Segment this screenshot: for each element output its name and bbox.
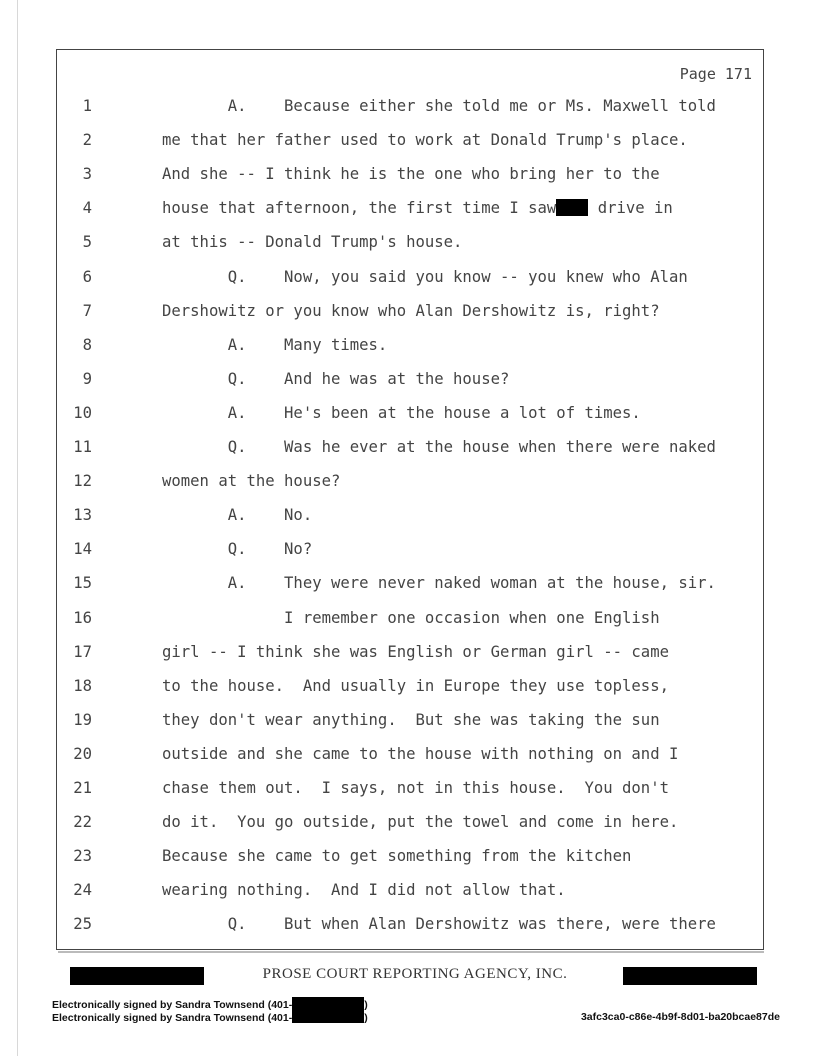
esignature-line-2 [52, 1010, 368, 1024]
esignature-text: Electronically signed by Sandra Townsend (401- [52, 1012, 293, 1024]
line-number: 22 [73, 813, 92, 832]
line-text: A. He's been at the house a lot of times. [162, 403, 641, 422]
line-text: A. Many times. [162, 335, 388, 354]
line-text: do it. You go outside, put the towel and come in here. [162, 813, 679, 832]
line-number: 9 [82, 369, 92, 388]
line-text: A. They were never naked woman at the house, sir. [162, 574, 716, 593]
line-number: 2 [82, 131, 92, 150]
line-text: Dershowitz or you know who Alan Dershowitz is, right? [162, 301, 660, 320]
transcript-line [0, 165, 816, 195]
line-text: Q. And he was at the house? [162, 369, 510, 388]
redaction-block [556, 199, 588, 216]
line-number: 13 [73, 506, 92, 525]
line-text-before-redaction: house that afternoon, the first time I saw [162, 199, 557, 218]
redaction-bar-left [70, 967, 204, 985]
redaction-block [292, 997, 364, 1010]
transcript-line [0, 97, 816, 127]
transcript-line [0, 472, 816, 502]
line-number: 19 [73, 710, 92, 729]
transcript-line [0, 302, 816, 332]
line-text: A. No. [162, 506, 313, 525]
line-number: 14 [73, 540, 92, 559]
line-text: women at the house? [162, 472, 341, 491]
line-text: girl -- I think she was English or German girl -- came [162, 642, 669, 661]
redaction-block [292, 1010, 364, 1023]
line-number: 20 [73, 744, 92, 763]
line-text: A. Because either she told me or Ms. Maxwell told [162, 97, 716, 115]
line-number: 4 [82, 199, 92, 218]
line-number: 25 [73, 915, 92, 934]
transcript-line [0, 881, 816, 911]
transcript-line [0, 915, 816, 945]
line-text: they don't wear anything. But she was taking the sun [162, 710, 660, 729]
document-id: 3afc3ca0-c86e-4b9f-8d01-ba20bcae87de [580, 1011, 780, 1023]
line-number: 17 [73, 642, 92, 661]
line-number: 1 [82, 97, 92, 115]
transcript-line [0, 233, 816, 263]
transcript-line [0, 540, 816, 570]
line-text: Because she came to get something from the kitchen [162, 847, 632, 866]
line-text: outside and she came to the house with nothing on and I [162, 744, 679, 763]
transcript-line [0, 438, 816, 468]
line-number: 23 [73, 847, 92, 866]
esignature-text-end: ) [364, 999, 368, 1011]
transcript-line [0, 813, 816, 843]
transcript-line [0, 847, 816, 877]
transcript-line [0, 711, 816, 741]
transcript-line [0, 268, 816, 298]
transcript-line [0, 574, 816, 604]
line-number: 18 [73, 676, 92, 695]
line-text [162, 199, 673, 217]
transcript-line [0, 779, 816, 809]
line-text: me that her father used to work at Donald Trump's place. [162, 131, 688, 150]
transcript-line [0, 609, 816, 639]
line-number: 5 [82, 233, 92, 252]
transcript-line [0, 745, 816, 775]
transcript-line [0, 336, 816, 366]
frame-shadow [58, 951, 764, 953]
line-number: 10 [73, 403, 92, 422]
line-text: chase them out. I says, not in this house. You don't [162, 779, 669, 797]
redaction-bar-right [623, 967, 757, 985]
esignature-text-end: ) [364, 1012, 368, 1024]
transcript-line [0, 370, 816, 400]
line-number: 12 [73, 472, 92, 491]
line-number: 11 [73, 438, 92, 456]
reporting-agency: PROSE COURT REPORTING AGENCY, INC. [262, 966, 568, 982]
line-text: And she -- I think he is the one who bring her to the [162, 165, 660, 184]
line-text-after-redaction: drive in [588, 199, 673, 218]
transcript-line [0, 131, 816, 161]
line-number: 16 [73, 608, 92, 627]
page-number: Page 171 [679, 65, 752, 83]
line-number: 8 [82, 335, 92, 354]
transcript-line [0, 199, 816, 229]
line-text: at this -- Donald Trump's house. [162, 233, 463, 252]
line-text: Q. Now, you said you know -- you knew who Alan [162, 267, 688, 286]
line-text: Q. No? [162, 540, 313, 559]
line-number: 15 [73, 574, 92, 593]
transcript-line [0, 506, 816, 536]
transcript-line [0, 643, 816, 673]
line-number: 21 [73, 779, 92, 797]
line-number: 24 [73, 881, 92, 900]
esignature-text: Electronically signed by Sandra Townsend (401- [52, 999, 293, 1011]
line-text: Q. Was he ever at the house when there were naked [162, 438, 716, 456]
line-number: 6 [82, 267, 92, 286]
transcript-line [0, 404, 816, 434]
transcript-line [0, 677, 816, 707]
line-text: I remember one occasion when one English [162, 608, 660, 627]
line-text: Q. But when Alan Dershowitz was there, were there [162, 915, 716, 934]
line-text: to the house. And usually in Europe they use topless, [162, 676, 669, 695]
line-number: 7 [82, 301, 92, 320]
line-number: 3 [82, 165, 92, 184]
line-text: wearing nothing. And I did not allow that. [162, 881, 566, 900]
esignature-line-1 [52, 997, 368, 1011]
